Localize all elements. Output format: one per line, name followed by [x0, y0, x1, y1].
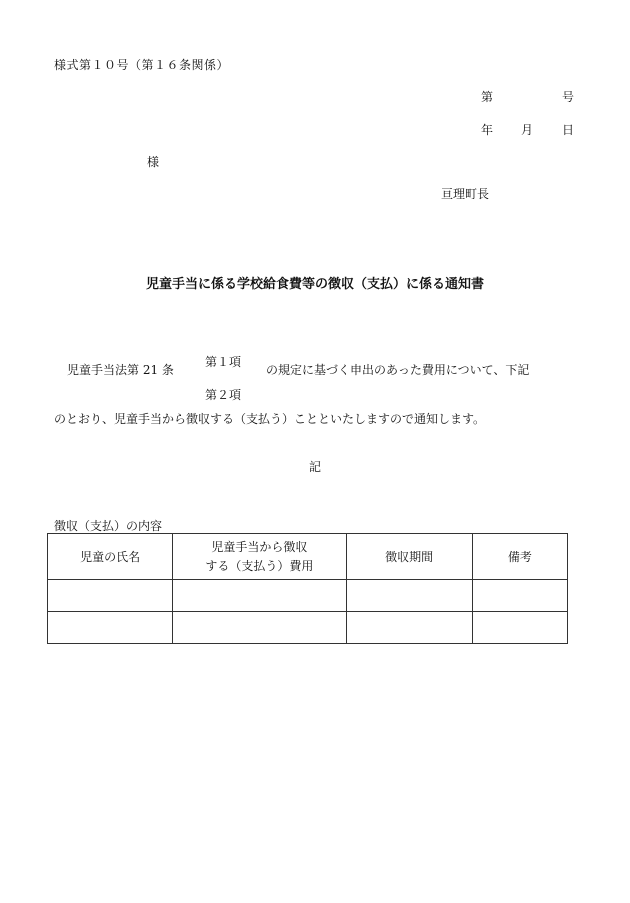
- clause-option-2: 第２項: [205, 388, 242, 402]
- document-title: 児童手当に係る学校給食費等の徴収（支払）に係る通知書: [145, 277, 484, 292]
- cell-remarks[interactable]: [472, 580, 567, 612]
- cell-period[interactable]: [346, 612, 472, 644]
- cell-period[interactable]: [346, 580, 472, 612]
- body-text-line-2: のとおり、児童手当から徴収する（支払う）ことといたしますので通知します。: [54, 412, 486, 426]
- document-number-suffix: 号: [562, 90, 575, 104]
- cell-fee[interactable]: [173, 612, 346, 644]
- header-remarks: 備考: [472, 534, 567, 580]
- collection-details-table: [47, 533, 568, 644]
- header-fee-line-1: 児童手当から徴収: [211, 539, 308, 554]
- table-row: [48, 580, 568, 612]
- header-child-name: 児童の氏名: [48, 534, 173, 580]
- recipient-honorific: 様: [147, 155, 160, 169]
- header-period: 徴収期間: [346, 534, 472, 580]
- cell-child-name[interactable]: [48, 580, 173, 612]
- date-year-label: 年: [481, 123, 494, 137]
- issuer-name: 亘理町長: [441, 187, 490, 201]
- form-number: 様式第１０号（第１６条関係）: [54, 58, 230, 72]
- table-header-row: [48, 534, 568, 580]
- header-fee: [173, 534, 346, 580]
- ki-heading: 記: [308, 460, 321, 474]
- header-fee-line-2: する（支払う）費用: [205, 558, 314, 573]
- document-number-label: 第: [481, 90, 494, 104]
- clause-option-1: 第１項: [205, 355, 242, 369]
- law-reference: 児童手当法第 21 条: [67, 363, 174, 377]
- date-month-label: 月: [521, 123, 534, 137]
- cell-remarks[interactable]: [472, 612, 567, 644]
- table-caption: 徴収（支払）の内容: [54, 519, 163, 533]
- date-day-label: 日: [562, 123, 575, 137]
- cell-fee[interactable]: [173, 580, 346, 612]
- cell-child-name[interactable]: [48, 612, 173, 644]
- table-row: [48, 612, 568, 644]
- body-text-line-1: の規定に基づく申出のあった費用について、下記: [266, 363, 530, 377]
